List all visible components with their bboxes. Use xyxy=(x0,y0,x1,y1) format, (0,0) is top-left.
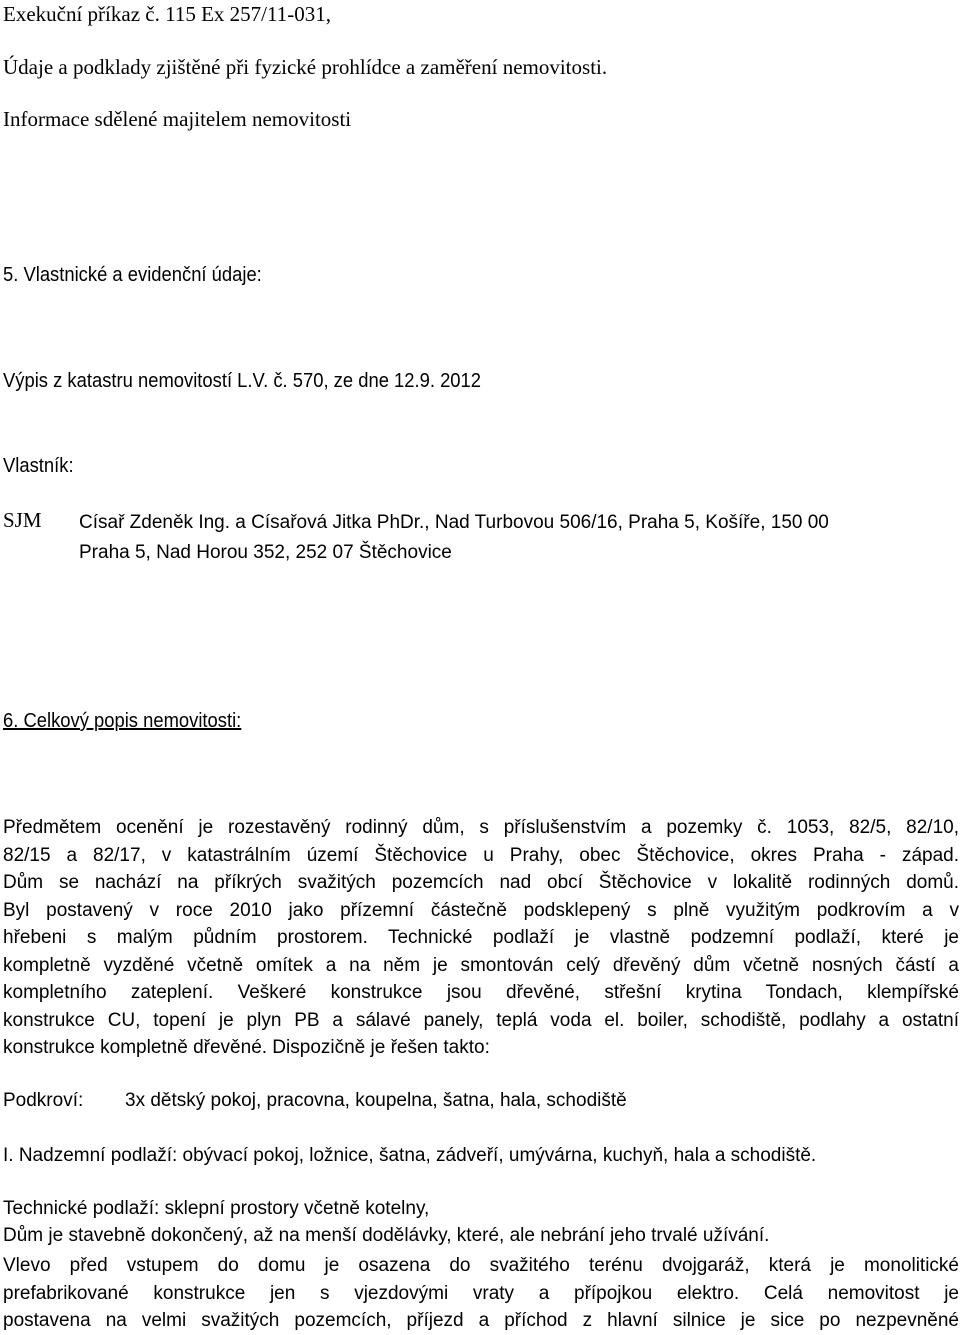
owner-heading: Vlastník: xyxy=(3,455,74,477)
ground-floor-line: I. Nadzemní podlaží: obývací pokoj, ložnice, šatna, zádveří, umývárna, kuchyň, hala a schodiště. xyxy=(3,1145,817,1166)
description-paragraph xyxy=(3,814,959,1062)
data-description-line: Údaje a podklady zjištěné při fyzické prohlídce a zaměření nemovitosti. xyxy=(3,55,608,79)
description-line: hřebeni s malým půdním prostorem. Technické podlaží je vlastně podzemní podlaží, které je xyxy=(3,927,959,948)
garage-line: Vlevo před vstupem do domu je osazena do svažitého terénu dvojgaráž, která je monolitické xyxy=(3,1255,959,1276)
info-line: Informace sdělené majitelem nemovitosti xyxy=(3,107,352,131)
description-line: Dům se nachází na příkrých svažitých pozemcích nad obcí Štěchovice v lokalitě rodinných domů. xyxy=(3,872,959,893)
description-line: 82/15 a 82/17, v katastrálním území Štěchovice u Prahy, obec Štěchovice, okres Praha - západ. xyxy=(3,844,959,866)
garage-line: prefabrikované konstrukce jen s vjezdovými vraty a přípojkou elektro. Celá nemovitost je xyxy=(3,1282,959,1304)
completion-line: Dům je stavebně dokončený, až na menší dodělávky, které, ale nebrání jeho trvalé užívání. xyxy=(3,1225,770,1246)
description-line: konstrukce CU, topení je plyn PB a sálavé panely, teplá voda el. boiler, schodiště, podlahy a ostatní xyxy=(3,1009,959,1031)
description-line: Předmětem ocenění je rozestavěný rodinný dům, s příslušenstvím a pozemky č. 1053, 82/5, 82/10, xyxy=(3,817,959,838)
description-line: kompletně vyzděné včetně omítek a na něm je smontován celý dřevěný dům včetně nosných částí a xyxy=(3,954,959,976)
owner-type-label: SJM xyxy=(3,508,42,532)
garage-paragraph xyxy=(3,1252,959,1335)
owner-details xyxy=(79,508,959,568)
attic-rooms: 3x dětský pokoj, pracovna, koupelna, šatna, hala, schodiště xyxy=(125,1090,627,1111)
description-line: Byl postavený v roce 2010 jako přízemní částečně podsklepený s plně využitým podkrovím a v xyxy=(3,899,959,921)
attic-row xyxy=(3,1090,627,1112)
garage-line: postavena na velmi svažitých pozemcích, příjezd a příchod z hlavní silnice je sice po nezpevněné xyxy=(3,1310,959,1331)
description-line: konstrukce kompletně dřevěné. Dispozičně je řešen takto: xyxy=(3,1037,490,1058)
technical-floor-line: Technické podlaží: sklepní prostory včetně kotelny, xyxy=(3,1198,430,1219)
section-6-title: 6. Celkový popis nemovitosti: xyxy=(3,710,242,732)
owner-line-2: Praha 5, Nad Horou 352, 252 07 Štěchovice xyxy=(79,542,452,563)
cadastre-extract-line: Výpis z katastru nemovitostí L.V. č. 570, ze dne 12.9. 2012 xyxy=(3,370,482,392)
section-5-title: 5. Vlastnické a evidenční údaje: xyxy=(3,264,262,286)
order-number: Exekuční příkaz č. 115 Ex 257/11-031, xyxy=(3,2,331,26)
attic-label: Podkroví: xyxy=(3,1090,84,1111)
owner-line-1: Císař Zdeněk Ing. a Císařová Jitka PhDr., Nad Turbovou 506/16, Praha 5, Košíře, 150 00 xyxy=(79,512,829,533)
description-line: kompletního zateplení. Veškeré konstrukce jsou dřevěné, střešní krytina Tondach, klempířské xyxy=(3,982,959,1003)
